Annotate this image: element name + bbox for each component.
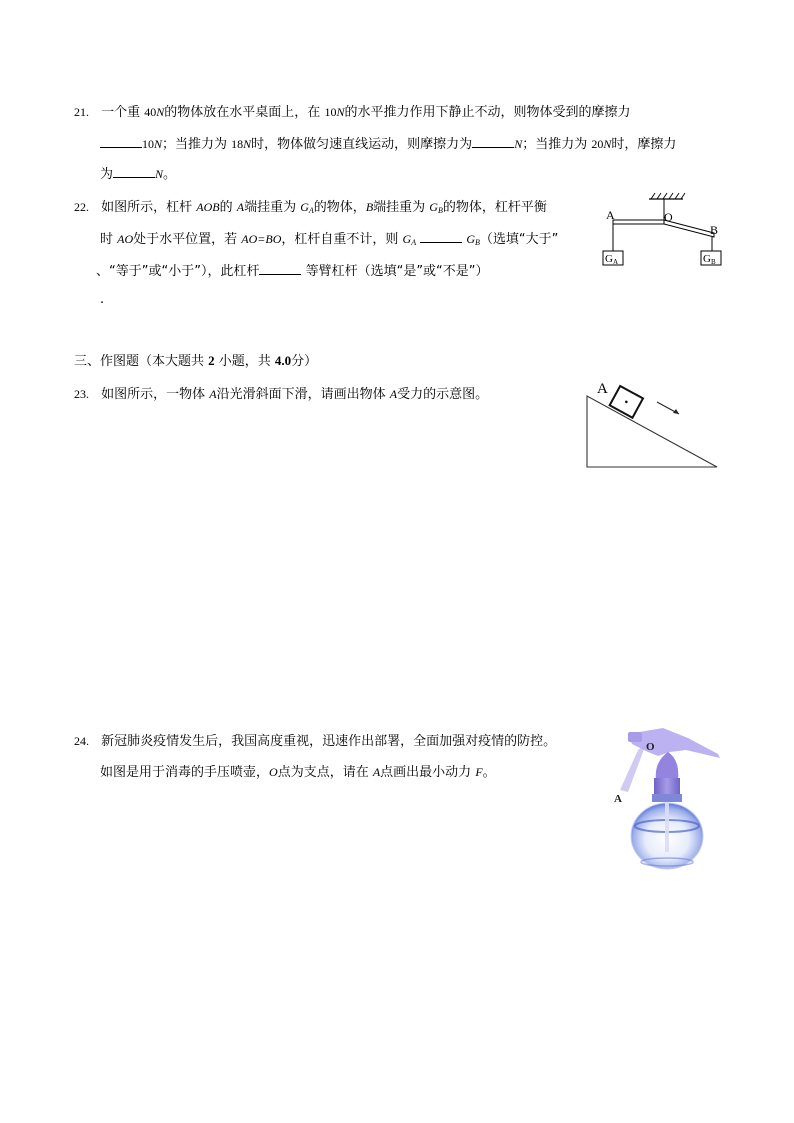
- answer-blank-3[interactable]: [113, 165, 155, 178]
- q23-number: 23.: [74, 387, 89, 401]
- answer-blank-2[interactable]: [472, 135, 514, 148]
- label-O: O: [646, 741, 655, 753]
- q24-line2: 如图是用于消毒的手压喷壶，O点为支点，请在 A点画出最小动力 F。: [100, 765, 496, 780]
- q21-line1: 21. 一个重 40N的物体放在水平桌面上，在 10N的水平推力作用下静止不动，则物体受到的摩擦力: [74, 105, 631, 120]
- q22-line3: 、“等于”或“小于”），此杠杆 等臂杠杆（选填“是”或“不是”）: [96, 264, 489, 279]
- label-A: A: [597, 381, 608, 397]
- q22-line2: 时 AO处于水平位置，若 AO=BO，杠杆自重不计，则 $G_A$ $G_B$（选填“大于”: [100, 232, 559, 247]
- label-A: A: [614, 793, 622, 805]
- q24-line1: 24. 新冠肺炎疫情发生后，我国高度重视，迅速作出部署，全面加强对疫情的防控。: [74, 734, 557, 749]
- label-B: B: [710, 223, 719, 237]
- lever-diagram: [596, 188, 728, 268]
- incline-diagram: [582, 374, 722, 474]
- svg-text:B: B: [711, 258, 716, 266]
- box-label-GB: G: [703, 253, 711, 265]
- answer-blank-1[interactable]: [100, 135, 142, 148]
- q22-number: 22.: [74, 200, 89, 214]
- label-A: A: [606, 208, 615, 222]
- section-3-title: 三、作图题（本大题共 2 小题，共 4.0分）: [74, 353, 318, 369]
- box-label-GA: G: [605, 253, 613, 265]
- answer-blank-5[interactable]: [259, 262, 301, 275]
- spray-bottle-image: [608, 722, 730, 874]
- svg-text:A: A: [613, 258, 619, 266]
- q23-line1: 23. 如图所示，一物体 A沿光滑斜面下滑，请画出物体 A受力的示意图。: [74, 387, 489, 402]
- q21-line3: 为 N。: [100, 167, 177, 182]
- q22-line4: .: [100, 292, 105, 307]
- q24-number: 24.: [74, 734, 89, 748]
- answer-blank-4[interactable]: [420, 230, 462, 243]
- label-O: O: [664, 210, 673, 224]
- q21-number: 21.: [74, 105, 89, 119]
- q22-line1: 22. 如图所示，杠杆 AOB的 A端挂重为 $G_A$的物体，B端挂重为 $G_B$的物体，杠杆平衡: [74, 200, 547, 215]
- q21-line2: 10N；当推力为 18N时，物体做匀速直线运动，则摩擦力为 N；当推力为 20N时，摩擦力: [100, 135, 676, 153]
